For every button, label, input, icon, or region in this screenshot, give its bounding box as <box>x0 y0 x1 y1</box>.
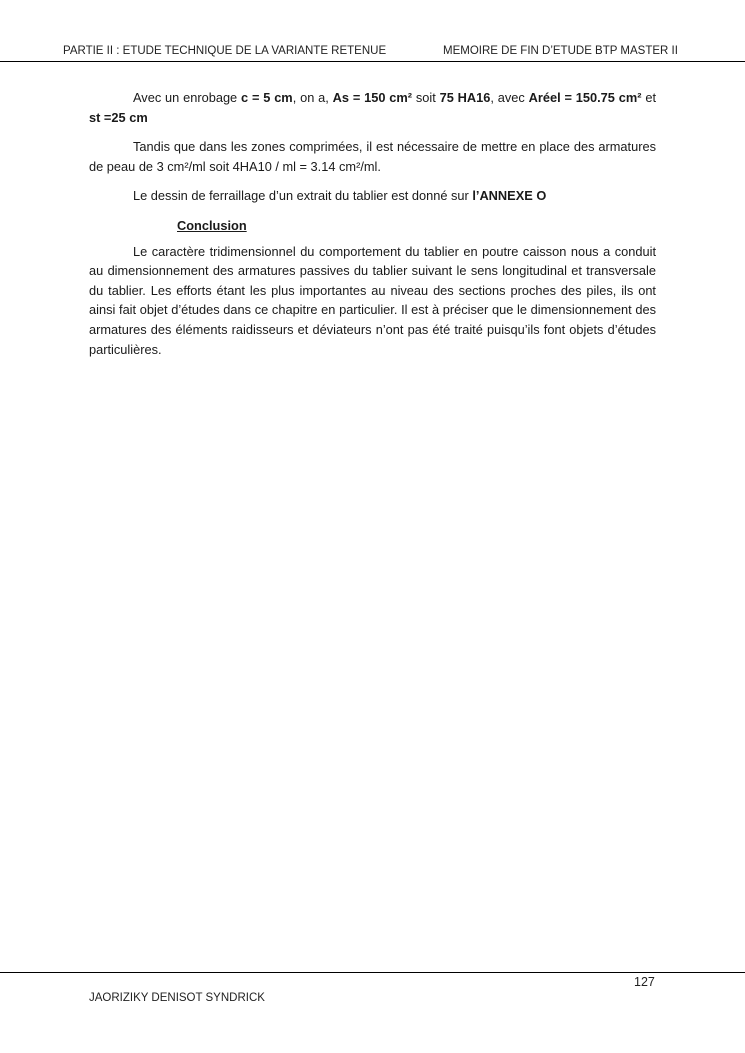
page-body <box>89 88 656 369</box>
paragraph-annexe <box>89 186 656 206</box>
p1-text-1: Avec un enrobage <box>133 90 242 105</box>
footer-author: JAORIZIKY DENISOT SYNDRICK <box>89 992 265 1004</box>
p1-text-4: , avec <box>490 90 529 105</box>
page-header <box>0 0 745 62</box>
p1-bold-ha16: 75 HA16 <box>439 90 491 105</box>
header-section-title: PARTIE II : ETUDE TECHNIQUE DE LA VARIANTE RETENUE <box>63 45 387 57</box>
p1-text-3: soit <box>412 90 440 105</box>
header-document-title: MEMOIRE DE FIN D’ETUDE BTP MASTER II <box>443 45 678 57</box>
p1-bold-areel: Aréel = 150.75 cm² <box>528 90 642 105</box>
paragraph-zones-comprimees: Tandis que dans les zones comprimées, il est nécessaire de mettre en place des armatures de peau de 3 cm²/ml soit 4HA10 / ml = 3.14 cm²/ml. <box>89 139 656 174</box>
p1-bold-st: st =25 cm <box>89 109 148 125</box>
p3-text: Le dessin de ferraillage d’un extrait du tablier est donné sur <box>133 188 473 204</box>
page-number: 127 <box>634 975 655 989</box>
paragraph-enrobage <box>89 88 656 127</box>
p1-bold-as: As = 150 cm² <box>332 90 413 105</box>
paragraph-conclusion: Le caractère tridimensionnel du comportement du tablier en poutre caisson nous a conduit au dimensionnement des armatures passives du tablier suivant le sens longitudinal et transversale du tablier. Les efforts étant les plus importantes au niveau des sections proches des piles, ils ont ainsi fait objet d’études dans ce chapitre en particulier. Il est à préciser que le dimensionnement des armatures des éléments raidisseurs et déviateurs n’ont pas été traité puisqu’ils font objets d’études particulières. <box>89 243 656 357</box>
p1-text-2: , on a, <box>292 90 333 105</box>
p1-text-5: et <box>641 90 656 105</box>
header-divider <box>0 61 745 62</box>
p1-bold-enrobage: c = 5 cm <box>241 90 293 105</box>
conclusion-heading: Conclusion <box>177 217 247 233</box>
p3-bold-annexe: l’ANNEXE O <box>472 188 547 204</box>
footer-divider <box>0 972 745 973</box>
